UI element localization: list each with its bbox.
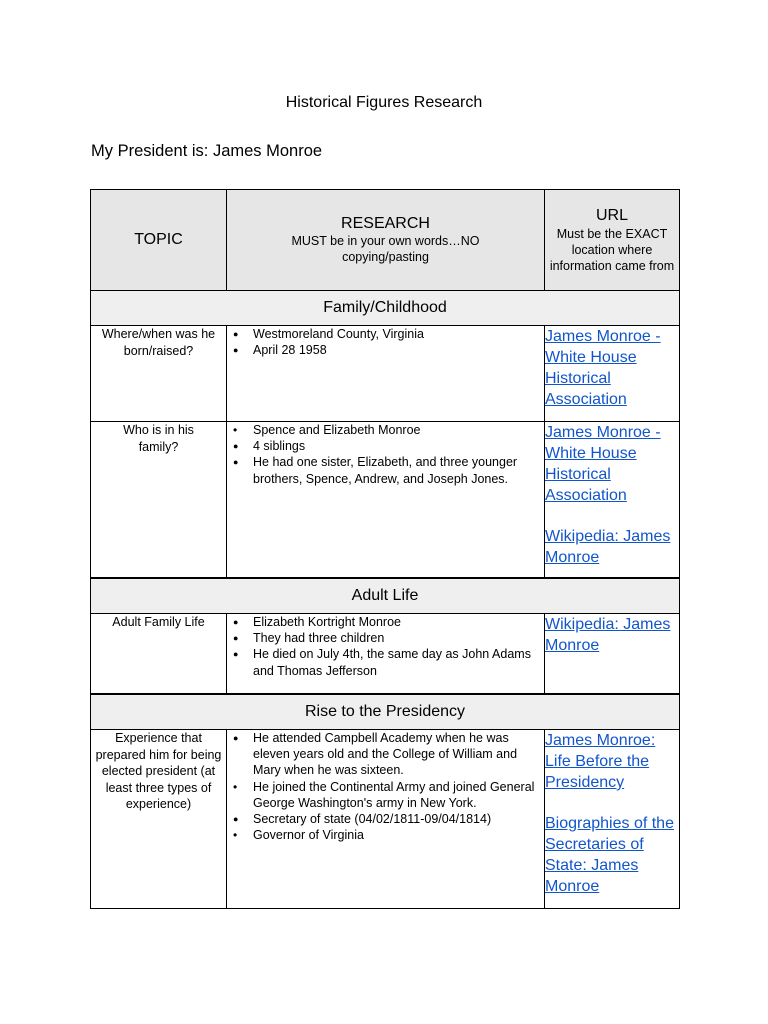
header-research-note: MUST be in your own words…NO copying/pasting (291, 234, 480, 264)
table-row (91, 326, 680, 422)
table-header-row (91, 190, 680, 291)
document-title: Historical Figures Research (285, 94, 483, 111)
source-links (545, 730, 680, 909)
list-item: ● Secretary of state (04/02/1811-09/04/1814) (227, 811, 544, 827)
section-title: Adult Life (91, 578, 680, 614)
research-table (90, 189, 680, 909)
source-links (545, 422, 680, 579)
table-row (91, 730, 680, 909)
president-line: My President is: James Monroe (91, 142, 323, 160)
source-links (545, 614, 680, 695)
research-notes (227, 326, 545, 422)
header-url-note: Must be the EXACT location where information came from (549, 226, 675, 273)
topic-question: Experience that prepared him for being elected president (at least three types of experience) (91, 730, 227, 909)
section-family-childhood (91, 291, 680, 326)
source-link[interactable]: James Monroe - White House Historical Association (545, 328, 661, 408)
header-research: RESEARCH MUST be in your own words…NO copying/pasting (227, 190, 545, 291)
topic-question: Who is in his family? (91, 422, 227, 579)
list-item: ● He had one sister, Elizabeth, and three younger brothers, Spence, Andrew, and Joseph Jones. (227, 454, 544, 486)
list-item: ● 4 siblings (227, 438, 544, 454)
list-item: ● He died on July 4th, the same day as John Adams and Thomas Jefferson (227, 646, 544, 678)
research-notes (227, 614, 545, 695)
source-link[interactable]: Biographies of the Secretaries of State: James Monroe (545, 815, 674, 895)
section-rise-to-presidency (91, 694, 680, 730)
source-link[interactable]: Wikipedia: James Monroe (545, 616, 671, 654)
table-row (91, 614, 680, 695)
list-item: • Spence and Elizabeth Monroe (227, 422, 544, 438)
topic-question: Adult Family Life (91, 614, 227, 695)
list-item: ● April 28 1958 (227, 342, 544, 358)
list-item: ● Elizabeth Kortright Monroe (227, 614, 544, 630)
topic-question: Where/when was he born/raised? (91, 326, 227, 422)
header-topic: TOPIC (91, 190, 227, 291)
section-adult-life (91, 578, 680, 614)
section-title: Rise to the Presidency (91, 694, 680, 730)
table-row (91, 422, 680, 579)
header-url: URL Must be the EXACT location where information came from (545, 190, 680, 291)
source-link[interactable]: James Monroe: Life Before the Presidency (545, 732, 656, 791)
list-item: ● Westmoreland County, Virginia (227, 326, 544, 342)
source-link[interactable]: Wikipedia: James Monroe (545, 528, 671, 566)
source-links (545, 326, 680, 422)
list-item: • He joined the Continental Army and joined General George Washington's army in New York. (227, 779, 544, 811)
list-item: ● He attended Campbell Academy when he was eleven years old and the College of William and Mary when he was sixteen. (227, 730, 544, 779)
section-title: Family/Childhood (91, 291, 680, 326)
source-link[interactable]: James Monroe - White House Historical Association (545, 424, 661, 504)
research-notes (227, 730, 545, 909)
list-item: • Governor of Virginia (227, 827, 544, 843)
research-notes (227, 422, 545, 579)
list-item: ● They had three children (227, 630, 544, 646)
